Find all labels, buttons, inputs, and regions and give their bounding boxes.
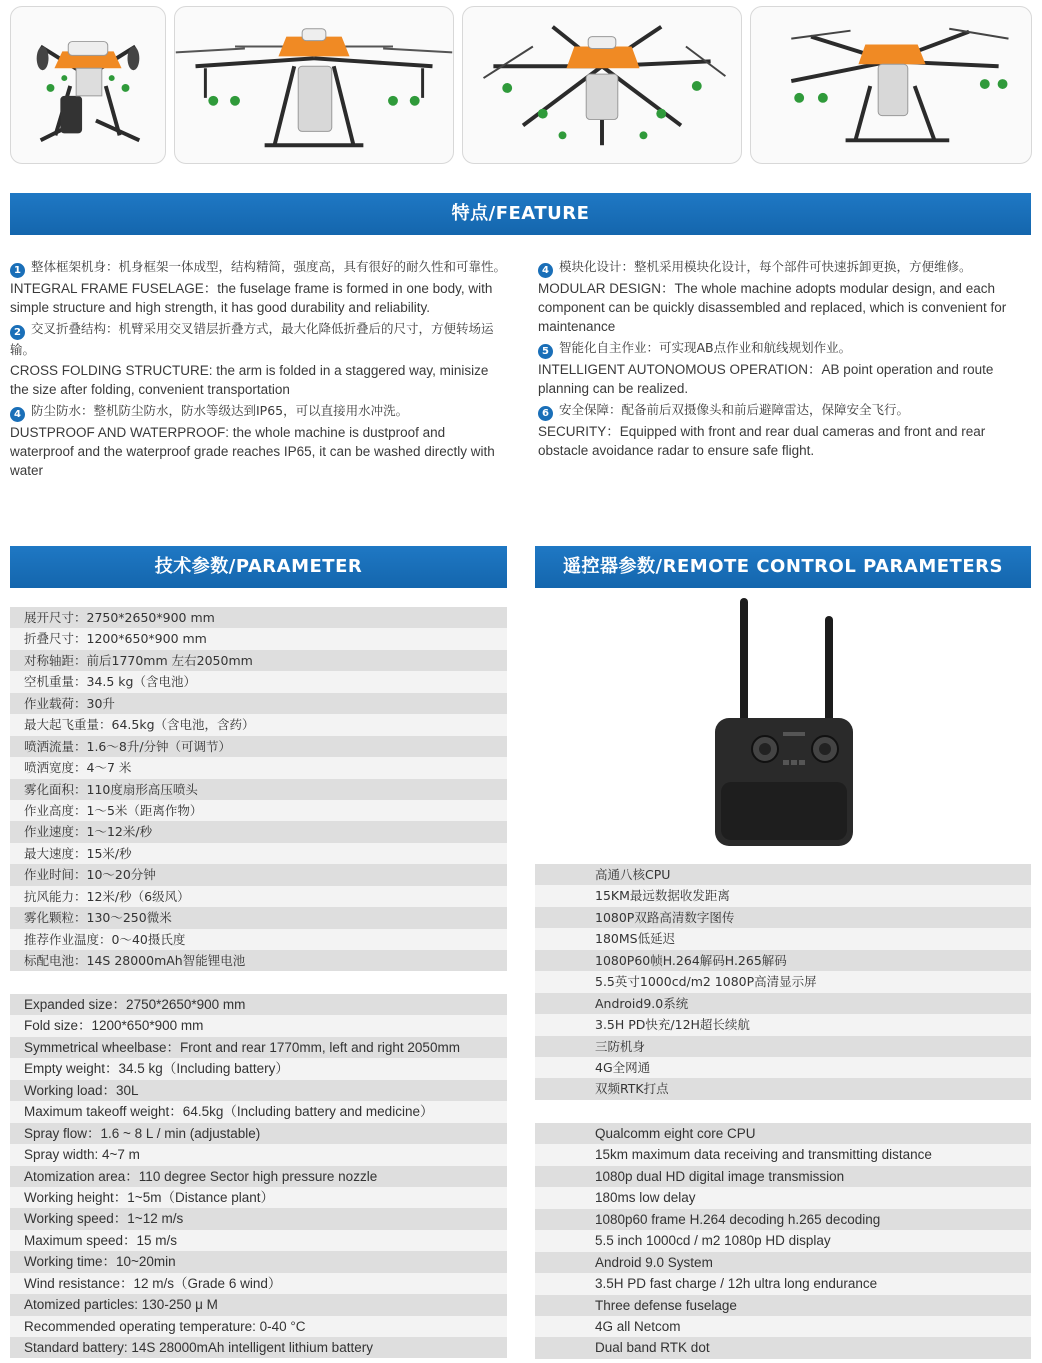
drone-photo-top	[462, 6, 742, 164]
table-row: 高通八核CPU	[535, 864, 1031, 885]
table-row: Three defense fuselage	[535, 1295, 1031, 1316]
table-row: 喷洒宽度：4～7 米	[10, 757, 507, 778]
table-row: Spray flow：1.6 ~ 8 L / min (adjustable)	[10, 1123, 507, 1144]
feature-list-left	[10, 257, 508, 482]
table-row: 作业时间：10～20分钟	[10, 864, 507, 885]
table-row: 4G all Netcom	[535, 1316, 1031, 1337]
table-row: Maximum takeoff weight：64.5kg（Including battery and medicine）	[10, 1101, 507, 1122]
table-row: 作业载荷：30升	[10, 693, 507, 714]
feature-zh: 防尘防水：整机防尘防水，防水等级达到IP65，可以直接用水冲洗。	[31, 402, 409, 418]
remote-table-en	[535, 1123, 1031, 1359]
feature-zh: 安全保障：配备前后双摄像头和前后避障雷达，保障安全飞行。	[559, 402, 910, 417]
table-row: Qualcomm eight core CPU	[535, 1123, 1031, 1144]
feature-en: SECURITY：Equipped with front and rear dual cameras and front and rear obstacle avoidance radar to ensure safe flight.	[538, 424, 986, 458]
feature-en: CROSS FOLDING STRUCTURE: the arm is folded in a staggered way, minisize the size after folding, convenient transportation	[10, 362, 489, 397]
feature-list-right	[538, 257, 1032, 462]
number-badge: 4	[10, 407, 25, 422]
table-row: 对称轴距：前后1770mm 左右2050mm	[10, 650, 507, 671]
table-row: Working time：10~20min	[10, 1251, 507, 1272]
table-row: Recommended operating temperature: 0-40 °C	[10, 1316, 507, 1337]
drone-photo-strip	[10, 6, 1032, 166]
table-row: 180MS低延迟	[535, 928, 1031, 949]
table-row: 180ms low delay	[535, 1187, 1031, 1208]
feature-zh: 交叉折叠结构：机臂采用交叉错层折叠方式，最大化降低折叠后的尺寸，方便转场运输。	[10, 321, 494, 357]
feature-en: INTEGRAL FRAME FUSELAGE：the fuselage frame is formed in one body, with simple structure and high strength, it has good durability and reliability.	[10, 281, 493, 315]
table-row: 4G全网通	[535, 1057, 1031, 1078]
table-row: Wind resistance：12 m/s（Grade 6 wind）	[10, 1273, 507, 1294]
feature-en: INTELLIGENT AUTONOMOUS OPERATION：AB point operation and route planning can be realized.	[538, 362, 994, 396]
table-row: 15KM最远数据收发距离	[535, 885, 1031, 906]
table-row: Atomization area：110 degree Sector high pressure nozzle	[10, 1166, 507, 1187]
drone-photo-front	[174, 6, 454, 164]
number-badge: 2	[10, 325, 25, 340]
table-row: 5.5英寸1000cd/m2 1080P高清显示屏	[535, 971, 1031, 992]
table-row: Working speed：1~12 m/s	[10, 1208, 507, 1229]
table-row: 双频RTK打点	[535, 1078, 1031, 1099]
table-row: Atomized particles: 130-250 μ M	[10, 1294, 507, 1315]
parameter-table-zh	[10, 607, 507, 971]
table-row: 5.5 inch 1000cd / m2 1080p HD display	[535, 1230, 1031, 1251]
feature-zh: 整体框架机身：机身框架一体成型，结构精简，强度高，具有很好的耐久性和可靠性。	[31, 259, 507, 274]
table-row: Dual band RTK dot	[535, 1337, 1031, 1358]
table-row: 三防机身	[535, 1036, 1031, 1057]
parameter-table-en	[10, 994, 507, 1358]
feature-item	[538, 400, 1032, 460]
table-row: 最大起飞重量：64.5kg（含电池，含药）	[10, 714, 507, 735]
feature-zh: 智能化自主作业：可实现AB点作业和航线规划作业。	[559, 340, 852, 355]
feature-item	[538, 338, 1032, 398]
feature-item	[10, 401, 508, 480]
table-row: 1080P双路高清数字图传	[535, 907, 1031, 928]
table-row: Symmetrical wheelbase：Front and rear 1770mm, left and right 2050mm	[10, 1037, 507, 1058]
remote-controller-image	[535, 592, 1031, 854]
feature-item	[10, 257, 508, 317]
feature-zh: 模块化设计：整机采用模块化设计，每个部件可快速拆卸更换，方便维修。	[559, 259, 972, 274]
table-row: 雾化颗粒：130～250微米	[10, 907, 507, 928]
feature-en: MODULAR DESIGN：The whole machine adopts modular design, and each component can be quickly disassembled and replaced, which is convenient for maintenance	[538, 281, 1007, 334]
table-row: Maximum speed：15 m/s	[10, 1230, 507, 1251]
table-row: Android 9.0 System	[535, 1252, 1031, 1273]
table-row: 空机重量：34.5 kg（含电池）	[10, 671, 507, 692]
table-row: Standard battery: 14S 28000mAh intelligent lithium battery	[10, 1337, 507, 1358]
table-row: 3.5H PD fast charge / 12h ultra long endurance	[535, 1273, 1031, 1294]
table-row: 雾化面积：110度扇形高压喷头	[10, 779, 507, 800]
table-row: 作业速度：1～12米/秒	[10, 821, 507, 842]
table-row: 1080p dual HD digital image transmission	[535, 1166, 1031, 1187]
feature-banner: 特点/FEATURE	[10, 193, 1031, 235]
table-row: Fold size：1200*650*900 mm	[10, 1015, 507, 1036]
table-row: Working height：1~5m（Distance plant）	[10, 1187, 507, 1208]
table-row: 展开尺寸：2750*2650*900 mm	[10, 607, 507, 628]
table-row: Android9.0系统	[535, 993, 1031, 1014]
drone-photo-angle	[750, 6, 1032, 164]
table-row: Working load：30L	[10, 1080, 507, 1101]
drone-photo-folded	[10, 6, 166, 164]
feature-item	[10, 319, 508, 399]
table-row: 抗风能力：12米/秒（6级风）	[10, 886, 507, 907]
table-row: 喷洒流量：1.6～8升/分钟（可调节）	[10, 736, 507, 757]
feature-en: DUSTPROOF AND WATERPROOF: the whole machine is dustproof and waterproof and the waterproof grade reaches IP65, it can be washed directly with water	[10, 424, 495, 478]
table-row: 折叠尺寸：1200*650*900 mm	[10, 628, 507, 649]
table-row: 作业高度：1～5米（距离作物）	[10, 800, 507, 821]
table-row: 标配电池：14S 28000mAh智能锂电池	[10, 950, 507, 971]
table-row: 1080P60帧H.264解码H.265解码	[535, 950, 1031, 971]
parameter-banner: 技术参数/PARAMETER	[10, 546, 507, 588]
remote-table-zh	[535, 864, 1031, 1100]
number-badge: 4	[538, 263, 553, 278]
feature-item	[538, 257, 1032, 336]
number-badge: 1	[10, 263, 25, 278]
table-row: Expanded size：2750*2650*900 mm	[10, 994, 507, 1015]
table-row: 15km maximum data receiving and transmitting distance	[535, 1144, 1031, 1165]
number-badge: 5	[538, 344, 553, 359]
table-row: 最大速度：15米/秒	[10, 843, 507, 864]
table-row: 1080p60 frame H.264 decoding h.265 decoding	[535, 1209, 1031, 1230]
table-row: 推荐作业温度：0～40摄氏度	[10, 929, 507, 950]
table-row: 3.5H PD快充/12H超长续航	[535, 1014, 1031, 1035]
table-row: Empty weight：34.5 kg（Including battery）	[10, 1058, 507, 1079]
remote-banner: 遥控器参数/REMOTE CONTROL PARAMETERS	[535, 546, 1031, 588]
number-badge: 6	[538, 406, 553, 421]
table-row: Spray width: 4~7 m	[10, 1144, 507, 1165]
